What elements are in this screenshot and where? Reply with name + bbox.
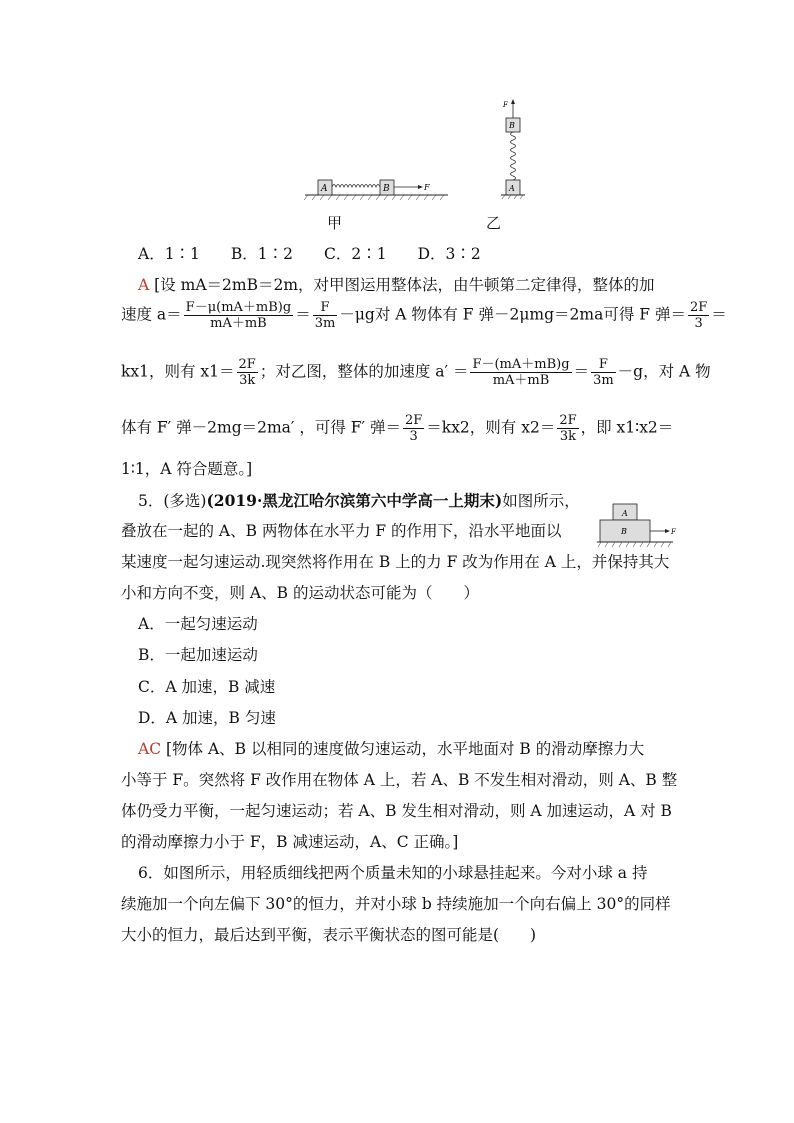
q5-stem-1: 5．(多选)(2019·黑龙江哈尔滨第六中学高一上期末)如图所示， (138, 491, 580, 510)
q5-stem-4: 小和方向不变，则 A、B 的运动状态可能为（ ） (121, 584, 479, 602)
q4-expl-5: 1∶1，A 符合题意。] (121, 460, 253, 478)
q4-expl-2: 速度 a＝ $\frac{F-\mu(mA+mB)g}{mA+mB}$ ＝ $\frac{F}{3m}$ －μg对 A 物体有 F 弹－2μmg＝2ma可得 F 弹＝ $\frac{2F}{3}$ ＝ (121, 300, 727, 331)
caption-yi: 乙 (486, 214, 502, 232)
svg-text:B: B (509, 121, 515, 130)
q4-answer: A (138, 276, 150, 294)
q5-answer: AC (138, 740, 162, 758)
q5-option-c: C．A 加速，B 减速 (138, 678, 276, 696)
q5-stem-2: 叠放在一起的 A、B 两物体在水平力 F 的作用下，沿水平地面以 (121, 522, 562, 540)
label-a: A (321, 184, 328, 194)
svg-text:A: A (622, 509, 628, 518)
figure-q5 (595, 500, 680, 552)
q5-stem-3: 某速度一起匀速运动.现突然将作用在 B 上的力 F 改为作用在 A 上，并保持其大 (121, 553, 670, 571)
q5-option-d: D．A 加速，B 匀速 (138, 709, 276, 727)
caption-jia: 甲 (327, 214, 343, 232)
q6-stem-1: 6．如图所示，用轻质细线把两个质量未知的小球悬挂起来。今对小球 a 持 (138, 864, 648, 882)
q4-expl-4: 体有 F′ 弹－2mg＝2ma′ ，可得 F′ 弹＝ $\frac{2F}{3}$ ＝kx2，则有 x2＝ $\frac{2F}{3k}$ ，即 x1∶x2＝ (121, 413, 674, 444)
q6-stem-2: 续施加一个向左偏下 30°的恒力，并对小球 b 持续施加一个向右偏上 30°的同样 (121, 895, 671, 913)
svg-text:F: F (503, 101, 508, 109)
q5-expl-3: 体仍受力平衡，一起匀速运动；若 A、B 发生相对滑动，则 A 加速运动，A 对 B (121, 802, 672, 820)
q6-stem-3: 大小的恒力，最后达到平衡，表示平衡状态的图可能是( ) (121, 926, 537, 944)
q4-expl-3: kx1，则有 x1＝ $\frac{2F}{3k}$ ；对乙图，整体的加速度 a′ ＝ $\frac{F-(mA+mB)g}{mA+mB}$ ＝ $\frac{F}{3m}$ －g，对 A 物 (121, 357, 711, 388)
svg-text:F: F (671, 528, 676, 536)
svg-text:B: B (621, 527, 627, 536)
q5-expl-2: 小等于 F。突然将 F 改作用在物体 A 上，若 A、B 不发生相对滑动，则 A、B 整 (121, 771, 678, 789)
figure-jia (300, 172, 450, 202)
label-b: B (383, 184, 390, 194)
q5-option-b: B．一起加速运动 (138, 646, 258, 664)
q5-expl-4: 的滑动摩擦力小于 F，B 减速运动，A、C 正确。] (121, 833, 459, 851)
q4-options: A．1∶1 B．1∶2 C．2∶1 D．3∶2 (138, 245, 481, 263)
label-f: F (424, 183, 430, 192)
q4-expl-1: A [设 mA＝2mB＝2m，对甲图运用整体法，由牛顿第二定律得，整体的加 (138, 276, 655, 294)
svg-text:A: A (509, 184, 515, 193)
q5-expl-1: AC [物体 A、B 以相同的速度做匀速运动，水平地面对 B 的滑动摩擦力大 (138, 740, 645, 758)
q5-option-a: A．一起匀速运动 (138, 615, 258, 633)
figure-yi (495, 98, 535, 203)
